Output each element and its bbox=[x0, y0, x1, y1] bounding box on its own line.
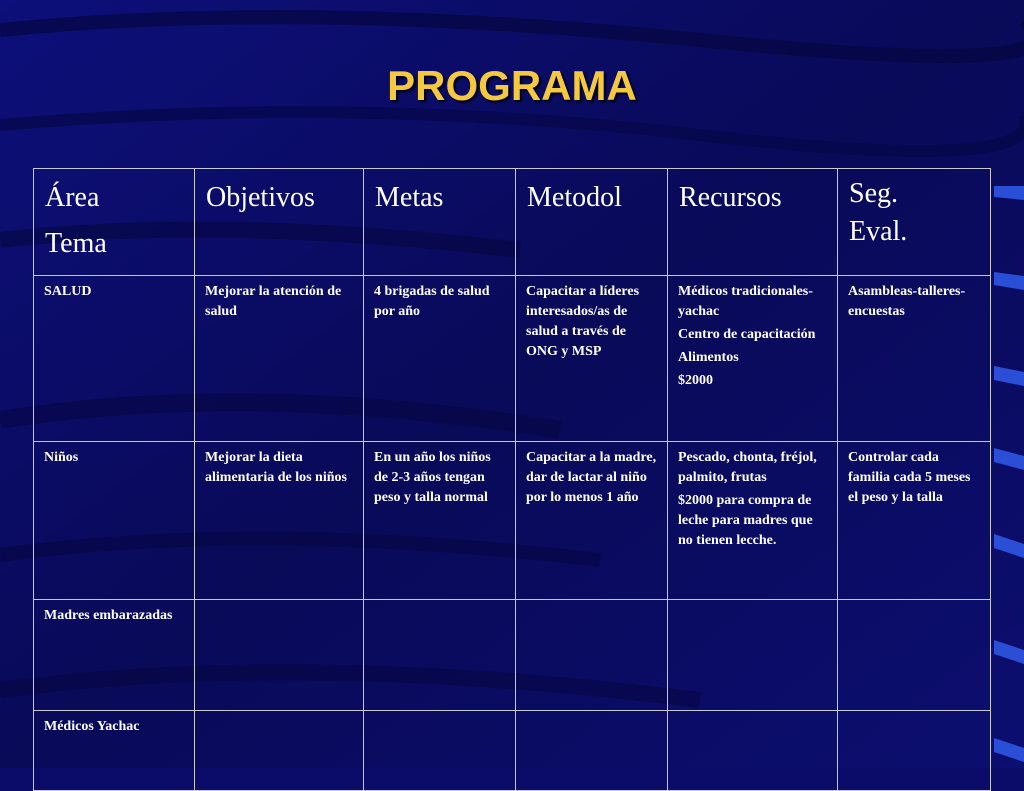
header-metodol: Metodol bbox=[516, 169, 668, 276]
cell-objetivos: Mejorar la atención de salud bbox=[195, 276, 364, 442]
header-area-tema bbox=[34, 169, 195, 276]
cell-recursos bbox=[668, 711, 838, 791]
cell-area: Médicos Yachac bbox=[34, 711, 195, 791]
table-row bbox=[34, 442, 991, 600]
program-table bbox=[33, 168, 991, 791]
cell-metas: 4 brigadas de salud por año bbox=[364, 276, 516, 442]
recurso-line: $2000 para compra de leche para madres que no tienen lecche. bbox=[678, 493, 813, 548]
header-recursos: Recursos bbox=[668, 169, 838, 276]
header-tema: Tema bbox=[45, 228, 107, 259]
cell-seg-eval bbox=[838, 600, 991, 711]
cell-metodol: Capacitar a líderes interesados/as de salud a través de ONG y MSP bbox=[516, 276, 668, 442]
header-area: Área bbox=[45, 182, 100, 213]
cell-objetivos bbox=[195, 600, 364, 711]
cell-metodol bbox=[516, 600, 668, 711]
header-metas: Metas bbox=[364, 169, 516, 276]
cell-metas: En un año los niños de 2-3 años tengan peso y talla normal bbox=[364, 442, 516, 600]
cell-objetivos bbox=[195, 711, 364, 791]
table-row bbox=[34, 711, 991, 791]
table-row bbox=[34, 600, 991, 711]
recurso-line: $2000 bbox=[678, 373, 713, 388]
cell-recursos bbox=[668, 276, 838, 442]
cell-objetivos: Mejorar la dieta alimentaria de los niños bbox=[195, 442, 364, 600]
page-title: PROGRAMA bbox=[387, 62, 637, 109]
cell-recursos bbox=[668, 442, 838, 600]
recurso-line: Alimentos bbox=[678, 350, 739, 365]
cell-metodol: Capacitar a la madre, dar de lactar al niño por lo menos 1 año bbox=[516, 442, 668, 600]
recurso-line: Médicos tradicionales-yachac bbox=[678, 284, 813, 319]
cell-recursos bbox=[668, 600, 838, 711]
cell-area: SALUD bbox=[34, 276, 195, 442]
header-eval: Eval. bbox=[849, 216, 908, 247]
header-seg-eval bbox=[838, 169, 991, 276]
cell-area: Niños bbox=[34, 442, 195, 600]
table-header-row bbox=[34, 169, 991, 276]
cell-seg-eval bbox=[838, 711, 991, 791]
recurso-line: Centro de capacitación bbox=[678, 327, 816, 342]
cell-metas bbox=[364, 711, 516, 791]
recurso-line: Pescado, chonta, fréjol, palmito, frutas bbox=[678, 450, 817, 485]
header-seg: Seg. bbox=[849, 178, 898, 209]
cell-seg-eval: Asambleas-talleres-encuestas bbox=[838, 276, 991, 442]
table-row bbox=[34, 276, 991, 442]
cell-seg-eval: Controlar cada familia cada 5 meses el peso y la talla bbox=[838, 442, 991, 600]
cell-metodol bbox=[516, 711, 668, 791]
cell-area: Madres embarazadas bbox=[34, 600, 195, 711]
header-objetivos: Objetivos bbox=[195, 169, 364, 276]
cell-metas bbox=[364, 600, 516, 711]
